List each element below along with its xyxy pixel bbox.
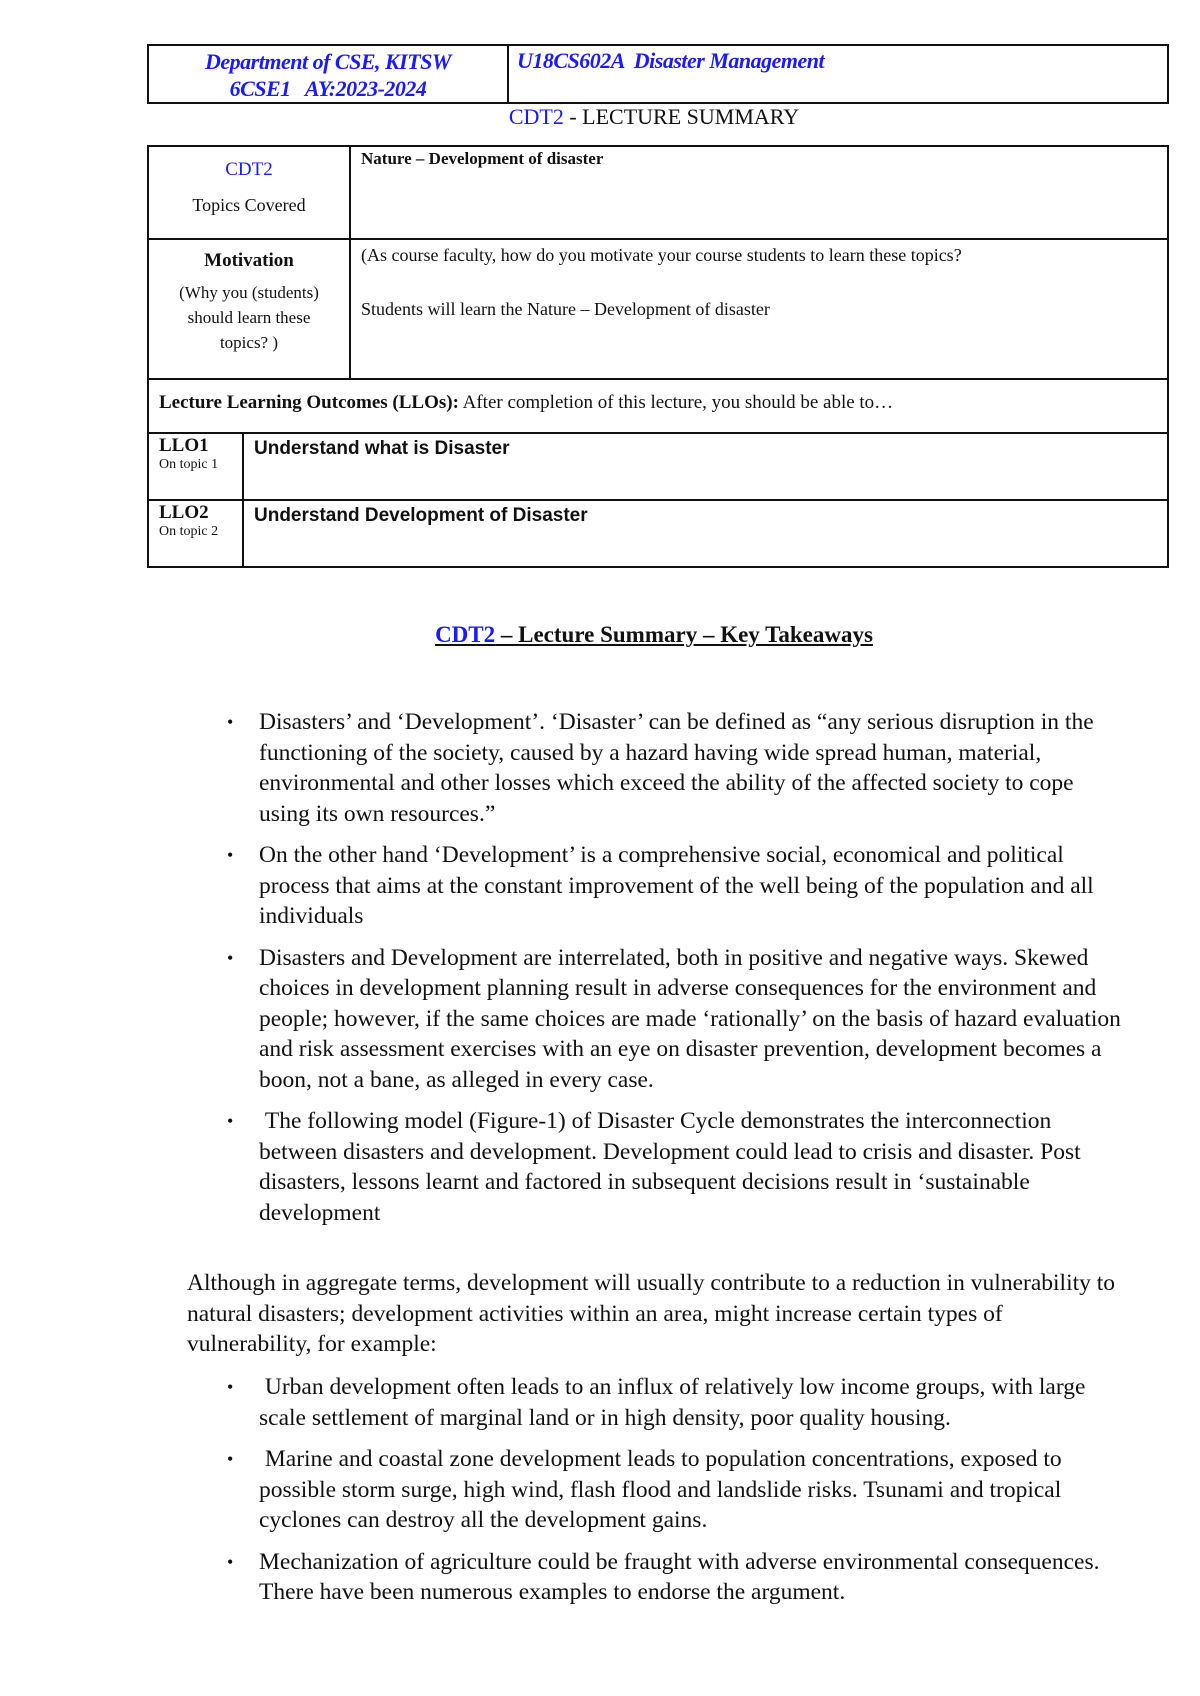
llo-row <box>148 433 1168 500</box>
llo-table <box>147 432 1169 568</box>
title-code: CDT2 <box>508 104 564 129</box>
llo-header-text: After completion of this lecture, you should be able to… <box>458 392 894 413</box>
llo-id: LLO1 <box>159 435 209 456</box>
topics-label-cell <box>148 146 350 239</box>
bullet-icon: • <box>227 845 234 865</box>
llo-id: LLO2 <box>159 502 209 523</box>
header-table <box>147 44 1169 104</box>
dept-cell <box>148 45 508 103</box>
motivation-question: (As course faculty, how do you motivate your course students to learn these topics? <box>361 245 962 265</box>
list-item <box>227 840 1127 932</box>
list-item <box>227 943 1127 1096</box>
bullet-text: Disasters and Development are interrelated, both in positive and negative ways. Skewed choices in development planning result in adverse consequences for the environment and people; however, if the same choices are made ‘rationally’ on the basis of hazard evaluation and risk assessment exercises with an eye on disaster prevention, development becomes a boon, not a bane, as alleged in every case. <box>259 944 1121 1093</box>
llo-text: Understand what is Disaster <box>243 433 1168 500</box>
takeaways-code: CDT2 <box>435 622 496 647</box>
topics-label: Topics Covered <box>192 195 306 215</box>
list-item <box>227 1372 1127 1433</box>
class-year: 6CSE1 AY:2023-2024 <box>229 76 427 101</box>
bullet-icon: • <box>227 947 234 968</box>
bullet-text: Disasters’ and ‘Development’. ‘Disaster’ can be defined as “any serious disruption in the functioning of the society, caused by a hazard having wide spread human, material, environmental and other losses which exceed the ability of the affected society to cope using its own resources.” <box>259 709 1094 827</box>
motivation-answer: Students will learn the Nature – Development of disaster <box>361 299 770 319</box>
bullet-icon: • <box>227 1551 234 1572</box>
motivation-cell <box>350 239 1168 379</box>
bullet-icon: • <box>227 1449 234 1469</box>
list-item <box>227 1106 1127 1228</box>
list-item <box>227 1547 1127 1608</box>
examples-list <box>227 1372 1127 1619</box>
bullet-text: Mechanization of agriculture could be fraught with adverse environmental consequences. There have been numerous examples to endorse the argument. <box>259 1548 1100 1605</box>
title-text: - LECTURE SUMMARY <box>563 104 800 129</box>
llo-header <box>148 379 1168 433</box>
llo-topic: On topic 2 <box>159 524 219 539</box>
topics-code: CDT2 <box>225 159 273 180</box>
summary-table <box>147 145 1169 434</box>
bullet-text: The following model (Figure-1) of Disaster Cycle demonstrates the interconnection between disasters and development. Development could lead to crisis and disaster. Post disasters, lessons learnt and factored in subsequent decisions result in ‘sustainable development <box>259 1108 1087 1226</box>
motivation-label-cell <box>148 239 350 379</box>
bullet-text: Urban development often leads to an influx of relatively low income groups, with large scale settlement of marginal land or in high density, poor quality housing. <box>259 1374 1092 1431</box>
llo-topic: On topic 1 <box>159 457 219 472</box>
bullet-text: On the other hand ‘Development’ is a comprehensive social, economical and political process that aims at the constant improvement of the well being of the population and all individuals <box>259 842 1094 929</box>
takeaways-list <box>227 707 1127 1239</box>
dept-name: Department of CSE, KITSW <box>205 49 451 74</box>
bullet-icon: • <box>227 1111 234 1131</box>
llo-header-bold: Lecture Learning Outcomes (LLOs): <box>159 392 459 413</box>
llo-text: Understand Development of Disaster <box>243 500 1168 567</box>
topics-value: Nature – Development of disaster <box>350 146 1168 239</box>
list-item <box>227 1444 1127 1536</box>
motivation-sub: (Why you (students) should learn these topics? ) <box>179 283 319 352</box>
takeaways-text: – Lecture Summary – Key Takeaways <box>495 622 873 647</box>
key-takeaways-heading <box>0 622 1200 648</box>
course-name: U18CS602A Disaster Management <box>508 45 1168 103</box>
bullet-icon: • <box>227 1377 234 1397</box>
list-item <box>227 707 1127 829</box>
bullet-icon: • <box>227 712 234 732</box>
page-title <box>0 104 1200 130</box>
vulnerability-paragraph: Although in aggregate terms, development will usually contribute to a reduction in vulnerability to natural disasters; development activities within an area, might increase certain types of vulnerability, for example: <box>187 1270 1116 1357</box>
llo-row <box>148 500 1168 567</box>
motivation-label: Motivation <box>204 250 294 271</box>
bullet-text: Marine and coastal zone development leads to population concentrations, exposed to possible storm surge, high wind, flash flood and landslide risks. Tsunami and tropical cyclones can destroy all the development gains. <box>259 1446 1068 1533</box>
